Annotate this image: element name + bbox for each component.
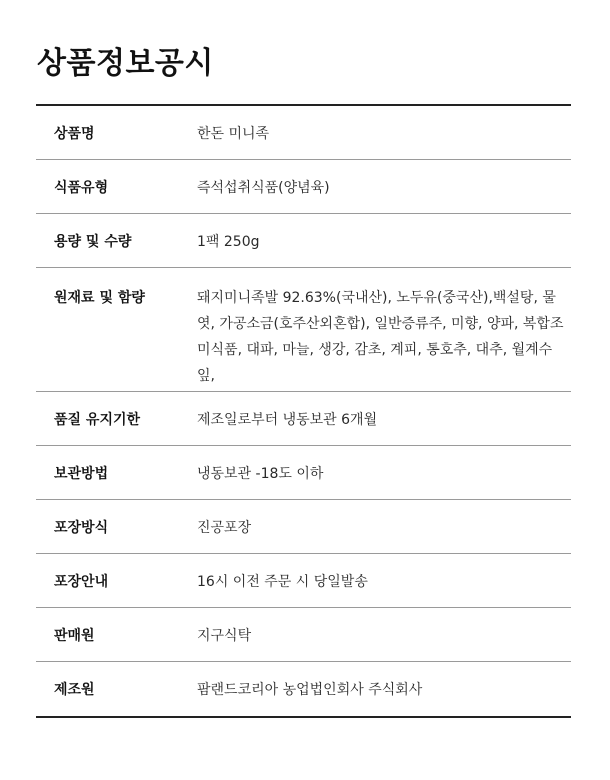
table-row-shipping-notice [36,554,571,608]
row-label: 식품유형 [54,179,109,196]
row-label: 품질 유지기한 [54,411,141,428]
row-value: 1팩 250g [197,233,260,250]
table-row-ingredients [36,268,571,392]
product-info-table [36,104,571,718]
table-row-shelf-life [36,392,571,446]
row-value: 한돈 미니족 [197,125,270,142]
row-value: 돼지미니족발 92.63%(국내산), 노두유(중국산),백설탕, 물엿, 가공소금(호주산외혼합), 일반증류주, 미향, 양파, 복합조미식품, 대파, 마늘, 생강, 감초, 계피, 통호추, 대추, 월계수잎, [197,290,564,384]
table-row-seller [36,608,571,662]
table-row-quantity [36,214,571,268]
row-value: 16시 이전 주문 시 당일발송 [197,573,368,590]
row-label: 원재료 및 함량 [54,290,145,306]
table-row-manufacturer [36,662,571,716]
row-label: 용량 및 수량 [54,233,132,250]
row-value: 제조일로부터 냉동보관 6개월 [197,411,378,428]
row-value: 팜랜드코리아 농업법인회사 주식회사 [197,682,423,698]
row-value: 지구식탁 [197,627,252,644]
row-value: 진공포장 [197,519,252,536]
row-label: 상품명 [54,125,95,142]
row-value: 냉동보관 -18도 이하 [197,465,324,482]
table-row-storage [36,446,571,500]
row-value: 즉석섭취식품(양념육) [197,179,330,196]
row-label: 판매원 [54,627,95,644]
row-label: 보관방법 [54,465,109,482]
row-label: 포장방식 [54,519,109,536]
page-title: 상품정보공시 [37,46,214,81]
row-label: 제조원 [54,682,95,698]
table-row-product-name [36,106,571,160]
table-row-packaging [36,500,571,554]
row-label: 포장안내 [54,573,109,590]
table-row-food-type [36,160,571,214]
